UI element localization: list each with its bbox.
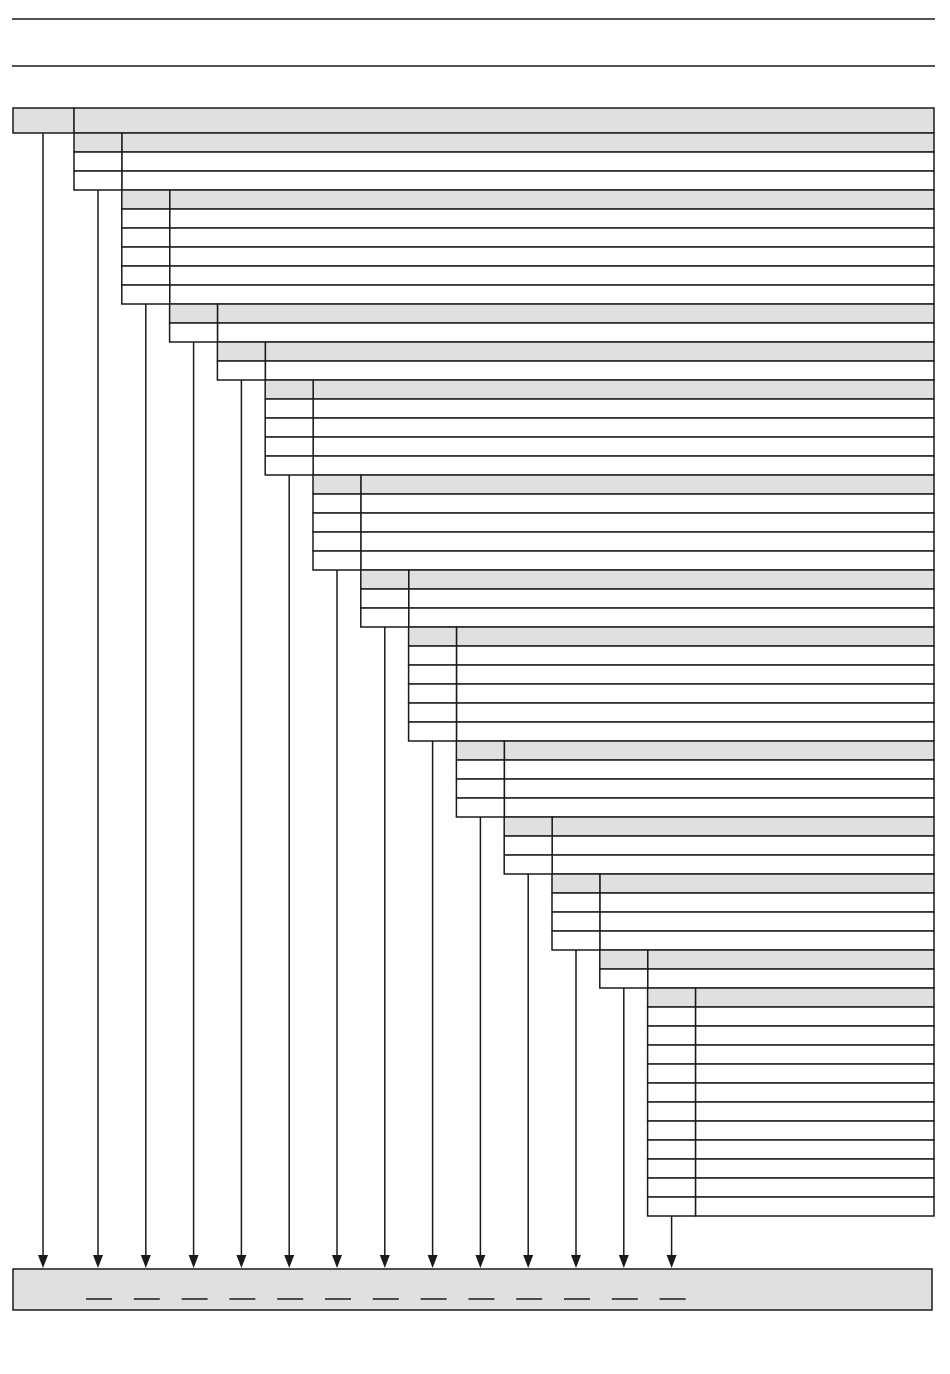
level-3-option-key — [122, 209, 170, 228]
level-14-arrow-head — [667, 1255, 677, 1268]
level-4-arrow-head — [189, 1255, 199, 1268]
level-4-header-bar — [218, 304, 934, 323]
level-13-option-row — [648, 969, 934, 988]
level-9-header-bar — [457, 627, 934, 646]
level-9-arrow-head — [428, 1255, 438, 1268]
level-9-option-key — [409, 665, 457, 684]
level-5-header-bar — [265, 342, 934, 361]
chart-body — [13, 108, 934, 1310]
level-14-option-row — [696, 1045, 934, 1064]
level-6-option-key — [265, 418, 313, 437]
level-10-header-key — [456, 741, 504, 760]
level-6-option-row — [313, 456, 934, 475]
level-9-option-row — [457, 703, 934, 722]
level-14-option-key — [648, 1178, 696, 1197]
level-5-header-key — [217, 342, 265, 361]
level-3-header-bar — [170, 190, 934, 209]
level-14-option-row — [696, 1178, 934, 1197]
level-2-option-key — [74, 171, 122, 190]
level-11-option-row — [552, 855, 934, 874]
level-2-option-row — [122, 152, 934, 171]
level-14-option-key — [648, 1197, 696, 1216]
level-14-option-row — [696, 1083, 934, 1102]
level-7-option-row — [361, 532, 934, 551]
level-14-header-key — [648, 988, 696, 1007]
level-4-option-key — [170, 323, 218, 342]
level-10-option-row — [504, 798, 934, 817]
level-2-header-key — [74, 133, 122, 152]
level-14-option-row — [696, 1121, 934, 1140]
level-7-header-bar — [361, 475, 934, 494]
level-8-header-bar — [409, 570, 934, 589]
level-13-header-bar — [648, 950, 934, 969]
level-14-option-row — [696, 1026, 934, 1045]
level-3-option-key — [122, 285, 170, 304]
level-9-option-row — [457, 684, 934, 703]
level-5-option-key — [217, 361, 265, 380]
level-14-option-key — [648, 1140, 696, 1159]
level-9-option-key — [409, 722, 457, 741]
level-2-option-row — [122, 171, 934, 190]
level-12-header-key — [552, 874, 600, 893]
level-3-header-key — [122, 190, 170, 209]
level-3-option-key — [122, 266, 170, 285]
level-1-arrow-head — [38, 1255, 48, 1268]
level-14-option-row — [696, 1007, 934, 1026]
level-12-option-key — [552, 931, 600, 950]
level-3-option-row — [170, 228, 934, 247]
level-10-header-bar — [504, 741, 934, 760]
level-10-option-row — [504, 779, 934, 798]
level-12-option-row — [600, 912, 934, 931]
level-14-option-row — [696, 1140, 934, 1159]
level-6-option-row — [313, 418, 934, 437]
level-1-header-bar — [74, 108, 934, 133]
level-10-option-row — [504, 760, 934, 779]
level-14-option-row — [696, 1197, 934, 1216]
level-6-option-key — [265, 437, 313, 456]
level-13-header-key — [600, 950, 648, 969]
level-3-arrow-head — [141, 1255, 151, 1268]
level-13-arrow-head — [619, 1255, 629, 1268]
level-7-option-key — [313, 551, 361, 570]
level-14-header-bar — [696, 988, 934, 1007]
level-7-header-key — [313, 475, 361, 494]
level-8-option-row — [409, 589, 934, 608]
level-3-option-row — [170, 285, 934, 304]
level-6-header-key — [265, 380, 313, 399]
level-14-option-key — [648, 1102, 696, 1121]
level-11-header-bar — [552, 817, 934, 836]
level-3-option-row — [170, 247, 934, 266]
level-12-arrow-head — [571, 1255, 581, 1268]
level-7-option-key — [313, 513, 361, 532]
level-7-arrow-head — [332, 1255, 342, 1268]
level-5-option-row — [265, 361, 934, 380]
level-14-option-key — [648, 1026, 696, 1045]
level-14-option-key — [648, 1121, 696, 1140]
level-7-option-row — [361, 494, 934, 513]
level-6-arrow-head — [284, 1255, 294, 1268]
level-14-option-key — [648, 1083, 696, 1102]
level-12-option-key — [552, 893, 600, 912]
level-3-option-row — [170, 209, 934, 228]
level-12-header-bar — [600, 874, 934, 893]
level-3-option-row — [170, 266, 934, 285]
level-6-header-bar — [313, 380, 934, 399]
level-8-option-key — [361, 589, 409, 608]
level-9-option-key — [409, 646, 457, 665]
level-9-option-row — [457, 646, 934, 665]
level-12-option-row — [600, 931, 934, 950]
level-9-option-row — [457, 722, 934, 741]
level-5-arrow-head — [236, 1255, 246, 1268]
level-11-option-row — [552, 836, 934, 855]
level-6-option-key — [265, 456, 313, 475]
level-7-option-row — [361, 551, 934, 570]
level-8-option-row — [409, 608, 934, 627]
level-14-option-row — [696, 1159, 934, 1178]
level-10-option-key — [456, 779, 504, 798]
level-2-arrow-head — [93, 1255, 103, 1268]
level-11-option-key — [504, 836, 552, 855]
level-7-option-key — [313, 532, 361, 551]
level-2-header-bar — [122, 133, 934, 152]
level-14-option-row — [696, 1064, 934, 1083]
level-7-option-row — [361, 513, 934, 532]
level-11-arrow-head — [523, 1255, 533, 1268]
level-2-option-key — [74, 152, 122, 171]
level-8-option-key — [361, 608, 409, 627]
level-9-header-key — [409, 627, 457, 646]
level-14-option-key — [648, 1045, 696, 1064]
level-4-header-key — [170, 304, 218, 323]
level-14-option-key — [648, 1007, 696, 1026]
level-14-option-key — [648, 1159, 696, 1178]
level-9-option-row — [457, 665, 934, 684]
model-code-box — [13, 1269, 932, 1310]
level-11-option-key — [504, 855, 552, 874]
level-3-option-key — [122, 247, 170, 266]
level-12-option-row — [600, 893, 934, 912]
level-12-option-key — [552, 912, 600, 931]
level-14-option-row — [696, 1102, 934, 1121]
level-6-option-row — [313, 437, 934, 456]
level-9-option-key — [409, 703, 457, 722]
level-11-header-key — [504, 817, 552, 836]
level-13-option-key — [600, 969, 648, 988]
level-4-option-row — [218, 323, 934, 342]
level-7-option-key — [313, 494, 361, 513]
level-10-option-key — [456, 798, 504, 817]
level-1-header-key — [13, 108, 74, 133]
level-6-option-key — [265, 399, 313, 418]
level-10-option-key — [456, 760, 504, 779]
level-9-option-key — [409, 684, 457, 703]
level-10-arrow-head — [475, 1255, 485, 1268]
level-14-option-key — [648, 1064, 696, 1083]
level-8-arrow-head — [380, 1255, 390, 1268]
level-8-header-key — [361, 570, 409, 589]
level-3-option-key — [122, 228, 170, 247]
level-6-option-row — [313, 399, 934, 418]
